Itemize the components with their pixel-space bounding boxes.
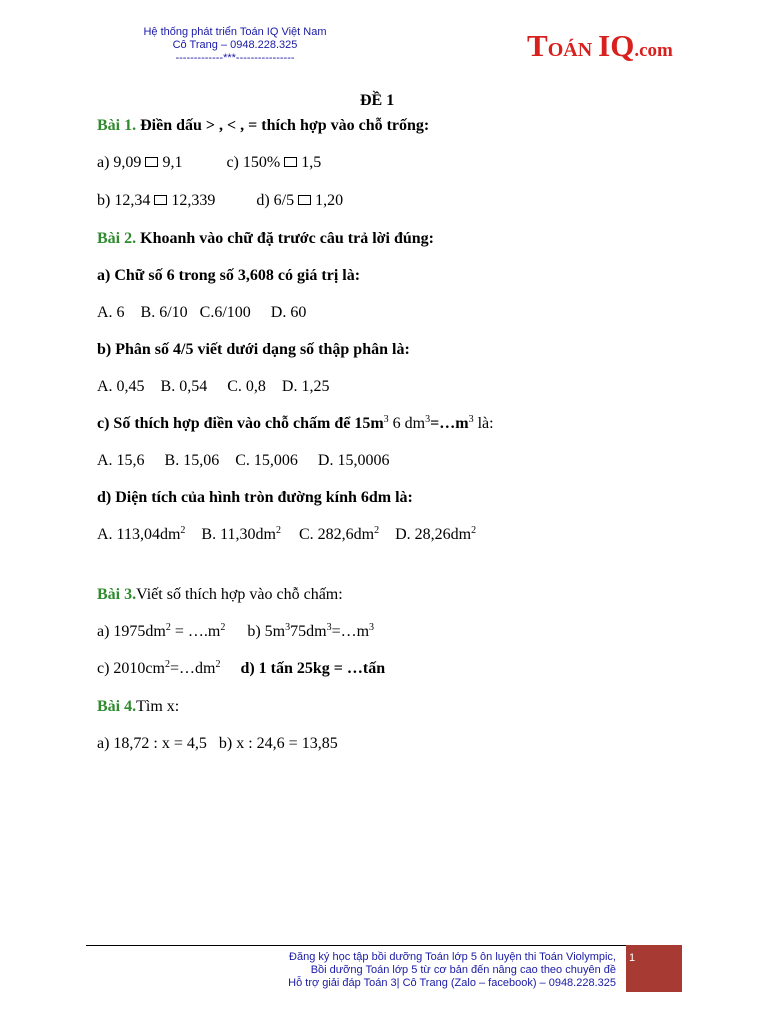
bai2-options-c: A. 15,6 B. 15,06 C. 15,006 D. 15,0006 bbox=[97, 452, 390, 469]
header-line-3: -------------***---------------- bbox=[175, 52, 295, 64]
bai3-row-2: c) $2010cm^2=\dots dm^2$ d) 1 tấn 25kg = …tấn bbox=[97, 659, 386, 677]
compare-box bbox=[154, 195, 167, 205]
bai2-question-c: c) Số thích hợp điền vào chỗ chấm để $15m^3$ 6 $dm^3=\dots m^3$ là: bbox=[97, 414, 494, 432]
bai1-heading: Bài 1. Điền dấu > , < , = thích hợp vào chỗ trống: bbox=[97, 117, 430, 134]
footer-line-1: Đăng ký học tập bồi dưỡng Toán lớp 5 ôn luyện thi Toán Violympic, bbox=[289, 951, 616, 963]
header-line-1: Hệ thống phát triển Toán IQ Việt Nam bbox=[143, 26, 327, 38]
compare-box bbox=[145, 157, 158, 167]
bai4-equations: a) 18,72 : x = 4,5 b) x : 24,6 = 13,85 bbox=[97, 735, 338, 752]
footer-line-2: Bồi dưỡng Toán lớp 5 từ cơ bản đến nâng cao theo chuyên đề bbox=[310, 964, 616, 976]
header-line-2: Cô Trang – 0948.228.325 bbox=[172, 39, 298, 51]
compare-box bbox=[284, 157, 297, 167]
bai2-options-b: A. 0,45 B. 0,54 C. 0,8 D. 1,25 bbox=[97, 378, 330, 395]
page-number: 1 bbox=[629, 952, 636, 964]
footer-line-3: Hỗ trợ giải đáp Toán 3| Cô Trang (Zalo – facebook) – 0948.228.325 bbox=[288, 977, 616, 989]
bai4-heading: Bài 4.Tìm x: bbox=[97, 698, 180, 715]
footer-divider bbox=[86, 945, 626, 946]
bai2-question-b: b) Phân số 4/5 viết dưới dạng số thập phân là: bbox=[97, 341, 410, 358]
bai2-question-a: a) Chữ số 6 trong số 3,608 có giá trị là: bbox=[97, 267, 361, 284]
bai3-row-1: a) $1975dm^2$ = $\dots.m^2$ b) $5m^375dm^3=\dots m^3$ bbox=[97, 622, 375, 640]
bai2-options-d: A. $113,04dm^2$ B. $11,30dm^2$ C. $282,6dm^2$ D. $28,26dm^2$ bbox=[97, 525, 477, 543]
bai3-heading: Bài 3.Viết số thích hợp vào chỗ chấm: bbox=[97, 586, 343, 603]
footer-text bbox=[230, 951, 616, 990]
toaniq-logo: TOÁN IQ.com bbox=[527, 28, 673, 63]
bai1-row-2: b) 12,34 12,339 d) 6/5 1,20 bbox=[97, 192, 344, 209]
bai1-row-1: a) 9,09 9,1 c) 150% 1,5 bbox=[97, 154, 322, 171]
bai2-heading: Bài 2. Khoanh vào chữ đặ trước câu trả lời đúng: bbox=[97, 230, 434, 247]
page-title: ĐỀ 1 bbox=[360, 92, 395, 109]
bai2-options-a: A. 6 B. 6/10 C.6/100 D. 60 bbox=[97, 304, 307, 321]
header-block bbox=[120, 26, 350, 65]
compare-box bbox=[298, 195, 311, 205]
bai2-question-d: d) Diện tích của hình tròn đường kính 6dm là: bbox=[97, 489, 413, 506]
